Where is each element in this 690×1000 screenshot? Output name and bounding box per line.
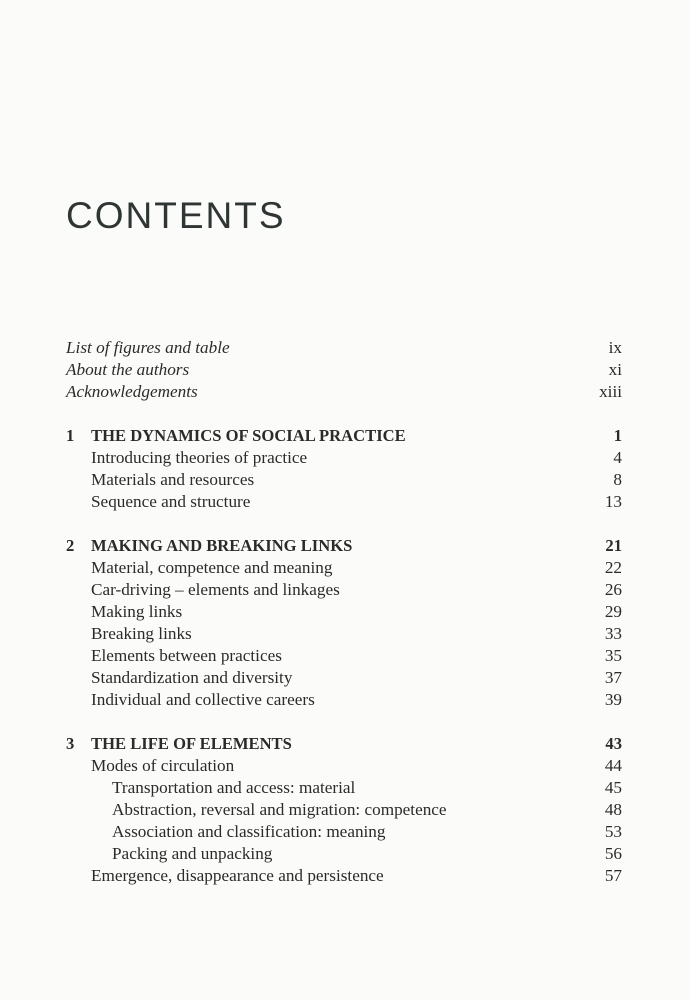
- toc-section[interactable]: [66, 689, 622, 711]
- toc-entry-label: Standardization and diversity: [91, 668, 293, 687]
- toc-entry-label: Making links: [91, 602, 183, 621]
- table-of-contents: [66, 337, 622, 887]
- spacer: [66, 711, 622, 733]
- toc-entry-label: Car-driving – elements and linkages: [91, 580, 340, 599]
- toc-entry-label: Packing and unpacking: [112, 844, 273, 863]
- chapter-number: 2: [66, 536, 75, 555]
- toc-section[interactable]: [66, 623, 622, 645]
- toc-entry-label: Breaking links: [91, 624, 192, 643]
- spacer: [66, 403, 622, 425]
- toc-section[interactable]: [66, 601, 622, 623]
- toc-page-number: 8: [613, 470, 622, 489]
- toc-page-number: 39: [604, 690, 622, 709]
- spacer: [66, 513, 622, 535]
- toc-page-number: 33: [604, 624, 622, 643]
- toc-section[interactable]: [66, 667, 622, 689]
- toc-page-number: 21: [605, 536, 622, 555]
- toc-page-number: 37: [604, 668, 622, 687]
- toc-entry-label: Abstraction, reversal and migration: competence: [112, 800, 447, 819]
- toc-entry-label: Transportation and access: material: [112, 778, 356, 797]
- toc-section[interactable]: [66, 865, 622, 887]
- toc-page-number: 1: [613, 426, 622, 445]
- toc-entry-label: Materials and resources: [91, 470, 255, 489]
- toc-subsection[interactable]: [66, 777, 622, 799]
- toc-section[interactable]: [66, 579, 622, 601]
- chapter-title: THE DYNAMICS OF SOCIAL PRACTICE: [91, 426, 406, 445]
- toc-section[interactable]: [66, 645, 622, 667]
- toc-section[interactable]: [66, 557, 622, 579]
- toc-page-number: 26: [604, 580, 622, 599]
- toc-page-number: 45: [604, 778, 622, 797]
- toc-page-number: 53: [604, 822, 622, 841]
- toc-entry-front-matter[interactable]: [66, 381, 622, 403]
- toc-chapter-3[interactable]: [66, 733, 622, 755]
- toc-page-number: xi: [608, 360, 622, 379]
- toc-page-number: 48: [604, 800, 622, 819]
- chapter-number: 1: [66, 426, 75, 445]
- chapter-title: MAKING AND BREAKING LINKS: [91, 536, 353, 555]
- toc-entry-front-matter[interactable]: [66, 359, 622, 381]
- toc-entry-label: About the authors: [66, 360, 190, 379]
- toc-page-number: 56: [604, 844, 622, 863]
- toc-chapter-1[interactable]: [66, 425, 622, 447]
- toc-entry-label: Individual and collective careers: [91, 690, 315, 709]
- toc-page-number: 57: [604, 866, 622, 885]
- toc-page-number: 43: [605, 734, 622, 753]
- toc-subsection[interactable]: [66, 843, 622, 865]
- toc-entry-label: Acknowledgements: [66, 382, 198, 401]
- toc-entry-label: Material, competence and meaning: [91, 558, 333, 577]
- toc-subsection[interactable]: [66, 821, 622, 843]
- toc-section[interactable]: [66, 491, 622, 513]
- toc-entry-label: Elements between practices: [91, 646, 282, 665]
- toc-entry-label: List of figures and table: [66, 338, 230, 357]
- toc-page-number: 13: [604, 492, 622, 511]
- toc-page-number: ix: [608, 338, 622, 357]
- toc-entry-label: Sequence and structure: [91, 492, 251, 511]
- toc-section[interactable]: [66, 469, 622, 491]
- toc-entry-label: Association and classification: meaning: [112, 822, 386, 841]
- toc-page-number: 44: [604, 756, 622, 775]
- chapter-number: 3: [66, 734, 75, 753]
- toc-section[interactable]: [66, 447, 622, 469]
- toc-page-number: 22: [604, 558, 622, 577]
- toc-page-number: 29: [604, 602, 622, 621]
- page-title: CONTENTS: [66, 195, 286, 236]
- toc-entry-label: Emergence, disappearance and persistence: [91, 866, 384, 885]
- toc-page-number: xiii: [599, 382, 622, 401]
- toc-page-number: 4: [613, 448, 622, 467]
- toc-entry-label: Introducing theories of practice: [91, 448, 308, 467]
- toc-section[interactable]: [66, 755, 622, 777]
- toc-chapter-2[interactable]: [66, 535, 622, 557]
- chapter-title: THE LIFE OF ELEMENTS: [91, 734, 292, 753]
- toc-entry-front-matter[interactable]: [66, 337, 622, 359]
- toc-page-number: 35: [604, 646, 622, 665]
- toc-entry-label: Modes of circulation: [91, 756, 235, 775]
- toc-subsection[interactable]: [66, 799, 622, 821]
